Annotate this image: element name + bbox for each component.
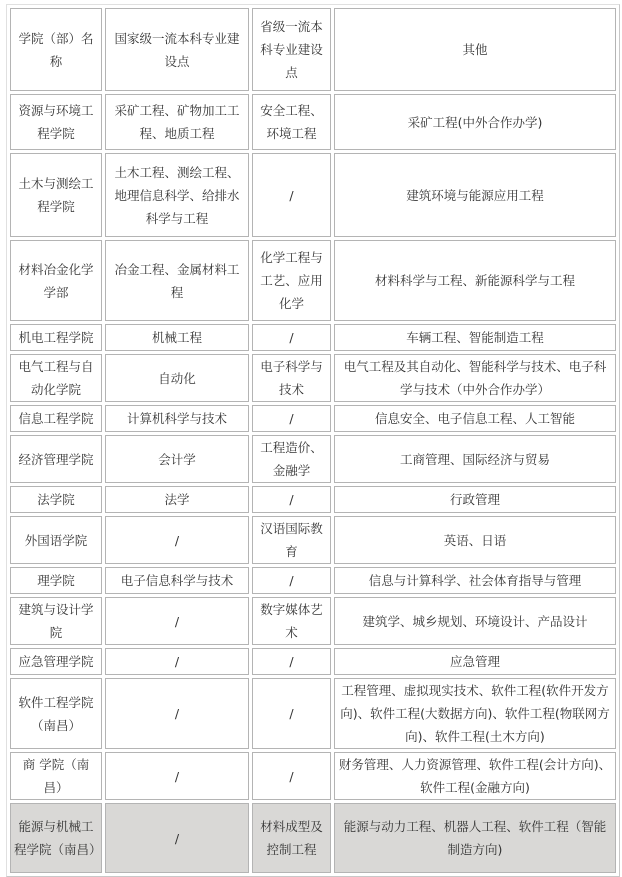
- table-row: [10, 678, 616, 749]
- provincial-major-cell: /: [252, 153, 331, 237]
- other-major-cell: 工商管理、国际经济与贸易: [334, 435, 616, 483]
- other-major-cell: 材料科学与工程、新能源科学与工程: [334, 240, 616, 321]
- college-name-cell: 机电工程学院: [10, 324, 102, 351]
- college-name-cell: 软件工程学院（南昌）: [10, 678, 102, 749]
- table-row: [10, 597, 616, 645]
- provincial-major-cell: 安全工程、环境工程: [252, 94, 331, 150]
- national-major-cell: /: [105, 678, 249, 749]
- national-major-cell: 法学: [105, 486, 249, 513]
- national-major-cell: /: [105, 648, 249, 675]
- table-row: [10, 486, 616, 513]
- table-row: [10, 354, 616, 402]
- college-name-cell: 资源与环境工程学院: [10, 94, 102, 150]
- table-row: [10, 153, 616, 237]
- other-major-cell: 能源与动力工程、机器人工程、软件工程（智能制造方向): [334, 803, 616, 873]
- provincial-major-cell: /: [252, 324, 331, 351]
- provincial-major-cell: 材料成型及控制工程: [252, 803, 331, 873]
- provincial-major-cell: 汉语国际教育: [252, 516, 331, 564]
- table-row: [10, 648, 616, 675]
- college-name-cell: 经济管理学院: [10, 435, 102, 483]
- college-name-cell: 理学院: [10, 567, 102, 594]
- national-major-cell: /: [105, 752, 249, 800]
- table-row: [10, 94, 616, 150]
- national-major-cell: 土木工程、测绘工程、地理信息科学、给排水科学与工程: [105, 153, 249, 237]
- other-major-cell: 信息与计算科学、社会体育指导与管理: [334, 567, 616, 594]
- provincial-major-cell: /: [252, 678, 331, 749]
- provincial-major-cell: 数字媒体艺术: [252, 597, 331, 645]
- column-header: 学院（部）名称: [10, 8, 102, 91]
- college-name-cell: 土木与测绘工程学院: [10, 153, 102, 237]
- college-name-cell: 能源与机械工程学院（南昌）: [10, 803, 102, 873]
- college-name-cell: 材料冶金化学学部: [10, 240, 102, 321]
- national-major-cell: /: [105, 516, 249, 564]
- other-major-cell: 应急管理: [334, 648, 616, 675]
- table-row: [10, 567, 616, 594]
- column-header: 其他: [334, 8, 616, 91]
- college-name-cell: 电气工程与自动化学院: [10, 354, 102, 402]
- provincial-major-cell: /: [252, 648, 331, 675]
- other-major-cell: 车辆工程、智能制造工程: [334, 324, 616, 351]
- national-major-cell: 冶金工程、金属材料工程: [105, 240, 249, 321]
- college-name-cell: 应急管理学院: [10, 648, 102, 675]
- table-row: [10, 240, 616, 321]
- college-name-cell: 建筑与设计学院: [10, 597, 102, 645]
- national-major-cell: /: [105, 803, 249, 873]
- national-major-cell: 计算机科学与技术: [105, 405, 249, 432]
- provincial-major-cell: /: [252, 486, 331, 513]
- national-major-cell: 机械工程: [105, 324, 249, 351]
- table-row: [10, 516, 616, 564]
- column-header: 国家级一流本科专业建设点: [105, 8, 249, 91]
- provincial-major-cell: 电子科学与技术: [252, 354, 331, 402]
- provincial-major-cell: /: [252, 567, 331, 594]
- national-major-cell: 自动化: [105, 354, 249, 402]
- table-row: [10, 803, 616, 873]
- provincial-major-cell: /: [252, 752, 331, 800]
- other-major-cell: 英语、日语: [334, 516, 616, 564]
- college-name-cell: 商 学院（南昌）: [10, 752, 102, 800]
- table-row: [10, 324, 616, 351]
- other-major-cell: 信息安全、电子信息工程、人工智能: [334, 405, 616, 432]
- table-header-row: [10, 8, 616, 91]
- majors-table-container: [6, 4, 620, 877]
- majors-table: [6, 4, 620, 877]
- other-major-cell: 电气工程及其自动化、智能科学与技术、电子科学与技术（中外合作办学）: [334, 354, 616, 402]
- national-major-cell: 采矿工程、矿物加工工程、地质工程: [105, 94, 249, 150]
- national-major-cell: 电子信息科学与技术: [105, 567, 249, 594]
- table-row: [10, 752, 616, 800]
- column-header: 省级一流本科专业建设点: [252, 8, 331, 91]
- national-major-cell: 会计学: [105, 435, 249, 483]
- other-major-cell: 建筑学、城乡规划、环境设计、产品设计: [334, 597, 616, 645]
- college-name-cell: 法学院: [10, 486, 102, 513]
- table-row: [10, 435, 616, 483]
- national-major-cell: /: [105, 597, 249, 645]
- college-name-cell: 外国语学院: [10, 516, 102, 564]
- table-row: [10, 405, 616, 432]
- provincial-major-cell: 化学工程与工艺、应用化学: [252, 240, 331, 321]
- other-major-cell: 建筑环境与能源应用工程: [334, 153, 616, 237]
- other-major-cell: 行政管理: [334, 486, 616, 513]
- college-name-cell: 信息工程学院: [10, 405, 102, 432]
- provincial-major-cell: /: [252, 405, 331, 432]
- other-major-cell: 工程管理、虚拟现实技术、软件工程(软件开发方向)、软件工程(大数据方向)、软件工程(物联网方向)、软件工程(土木方向): [334, 678, 616, 749]
- other-major-cell: 财务管理、人力资源管理、软件工程(会计方向)、软件工程(金融方向): [334, 752, 616, 800]
- other-major-cell: 采矿工程(中外合作办学): [334, 94, 616, 150]
- provincial-major-cell: 工程造价、金融学: [252, 435, 331, 483]
